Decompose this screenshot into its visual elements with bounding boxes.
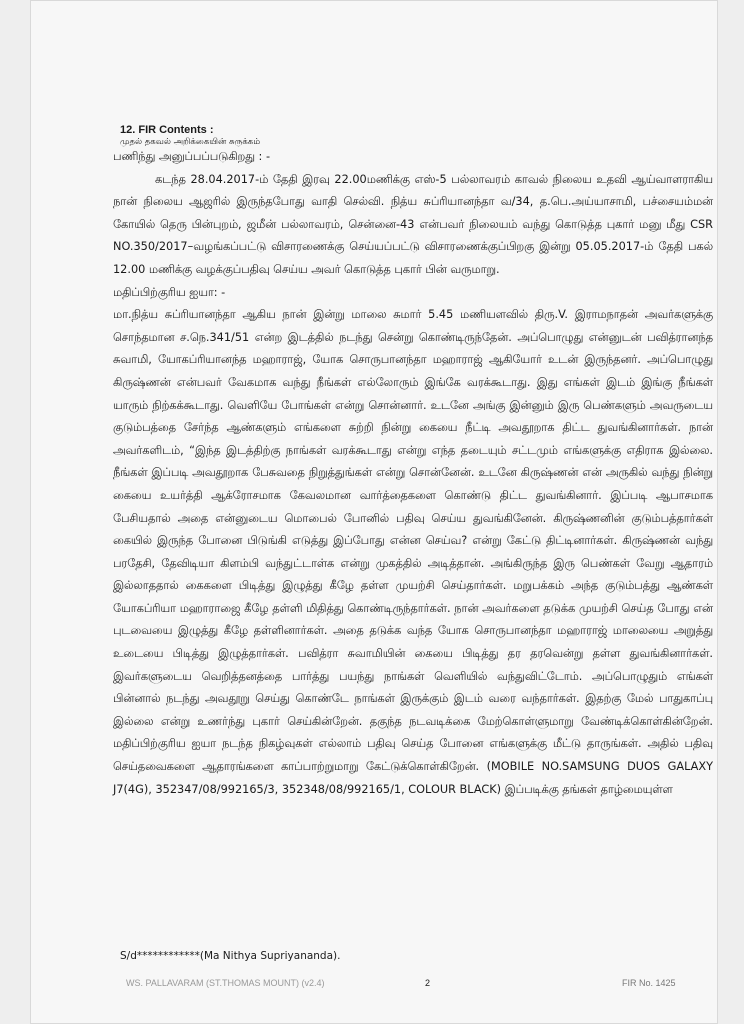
section-title: 12. FIR Contents : [120,124,214,136]
bleed-through-text [100,78,620,118]
greeting: மதிப்பிற்குரிய ஐயா: - [113,285,226,299]
signature-line: S/d************(Ma Nithya Supriyananda). [120,950,341,962]
complaint-paragraph: மா.நித்ய சுப்ரியானந்தா ஆகிய நான் இன்று மாலை சுமார் 5.45 மணியளவில் திரு.V. இராமநாதன் அவர்களுக்கு சொந்தமான ச.நெ.341/51 என்ற இடத்தில் நடந்து சென்று கொண்டிருந்தேன். அப்பொழுது என்னுடன் பவித்ரானந்த சுவாமி, யோகப்ரியானந்த மஹாராஜ், யோக சொருபானந்தா மஹாராஜ் ஆகியோர் உடன் இருந்தனர். அப்பொழுது கிருஷ்ணன் என்பவர் வேகமாக வந்து நீங்கள் எல்லோரும் இங்கே வரக்கூடாது. இது எங்கள் இடம் இங்கு நீங்கள் யாரும் நிற்கக்கூடாது. வெளியே போங்கள் என்று சொன்னார். உடனே அங்கு இன்னும் இரு பெண்களும் அவருடைய குடும்பத்தை சேர்ந்த ஆண்களும் எங்களை சுற்றி நின்று கையை நீட்டி அவதூறாக திட்ட துவங்கினார்கள். நான் அவர்களிடம், “இந்த இடத்திற்கு நாங்கள் வரக்கூடாது என்று எந்த தடையும் சட்டமும் எங்களுக்கு எதிராக இல்லை. நீங்கள் இப்படி அவதூறாக பேசுவதை நிறுத்துங்கள் என்று சொன்னேன். உடனே கிருஷ்ணன் என் அருகில் வந்து நின்று கையை உயர்த்தி ஆக்ரோசமாக கேவலமான வார்த்தைகளை கொண்டு திட்ட துவங்கினார். இப்படி ஆபாசமாக பேசியதால் அதை என்னுடைய மொபைல் போனில் பதிவு செய்ய துவங்கினேன். கிருஷ்ணனின் குடும்பத்தார்கள் கையில் இருந்த போனை பிடுங்கி எடுத்து இப்போது என்ன செய்வ? என்று கேட்டு திட்டினார்கள். கிருஷ்ணன் வந்து பரதேசி, தேவிடியா கிளம்பி வந்துட்டாள்க என்று முகத்தில் அடித்தான். அங்கிருந்த இரு பெண்கள் வேறு ஆதாரம் இல்லாததால் கைகளை பிடித்து இழுத்து கீழே தள்ள முயற்சி செய்தார்கள். மறுபக்கம் அந்த குடும்பத்து ஆண்கள் யோகப்ரியா மஹாராஜை கீழே தள்ளி மிதித்து கொண்டிருந்தார்கள். நான் அவர்களை தடுக்க முயற்சி செய்த போது என் புடவையை இழுத்து கீழே தள்ளினார்கள். அதை தடுக்க வந்த யோக சொருபானந்தா மஹாராஜ் மாலையை அறுத்து உடையை பிடித்து இழுத்தார்கள். பவித்ரா சுவாமியின் கையை பிடித்து தர தரவென்று தள்ள துவங்கினார்கள். இவர்களுடைய வெறித்தனத்தை பார்த்து பயந்து நாங்கள் வெளியில் வந்துவிட்டோம். அப்பொழுதும் எங்கள் பின்னால் நடந்து அவதூறு செய்து கொண்டே நாங்கள் இருக்கும் இடம் வரை வந்தார்கள். இதற்கு மேல் பாதுகாப்பு இல்லை என்று உணர்ந்து புகார் செய்கின்றேன். தகுந்த நடவடிக்கை மேற்கொள்ளுமாறு வேண்டிக்கொள்கின்றேன். மதிப்பிற்குரிய ஐயா நடந்த நிகழ்வுகள் எல்லாம் பதிவு செய்த போனை எங்களுக்கு மீட்டு தாருங்கள். அதில் பதிவு செய்தவைகளை ஆதாரங்களை காப்பாற்றுமாறு கேட்டுக்கொள்கிறேன். (MOBILE NO.SAMSUNG DUOS GALAXY J7(4G), 352347/08/992165/3, 352348/08/992165/1, COLOUR BLACK) இப்படிக்கு தங்கள் தாழ்மையுள்ள [113,308,713,796]
footer-page-number: 2 [425,978,431,988]
salutation: பணிந்து அனுப்பப்படுகிறது : - [113,150,271,163]
section-subtitle: முதல் தகவல் அறிக்கையின் சுருக்கம் [120,137,261,147]
intro-paragraph: கடந்த 28.04.2017-ம் தேதி இரவு 22.00மணிக்கு எஸ்-5 பல்லாவரம் காவல் நிலைய உதவி ஆய்வாளராகிய நான் நிலைய ஆஜரில் இருந்தபோது வாதி செல்வி. நித்ய சுப்ரியானந்தா வ/34, த.பெ.அய்யாசாமி, பச்சையம்மன் கோயில் தெரு பின்புறம், ஜமீன் பல்லாவரம், சென்னை-43 என்பவர் நிலையம் வந்து கொடுத்த புகார் மனு மீது CSR NO.350/2017–வழங்கப்பட்டு விசாரணைக்கு செய்யப்பட்டு விசாரணைக்குப்பிறகு இன்று 05.05.2017-ம் தேதி பகல் 12.00 மணிக்கு வழக்குப்பதிவு செய்ய அவர் கொடுத்த புகார் பின் வருமாறு. [113,172,713,276]
fir-contents-header [120,124,260,148]
fir-body [113,146,713,801]
footer-fir-number: FIR No. 1425 [622,978,676,988]
document-page [30,0,718,1024]
footer-station: WS. PALLAVARAM (ST.THOMAS MOUNT) (v2.4) [126,978,325,988]
